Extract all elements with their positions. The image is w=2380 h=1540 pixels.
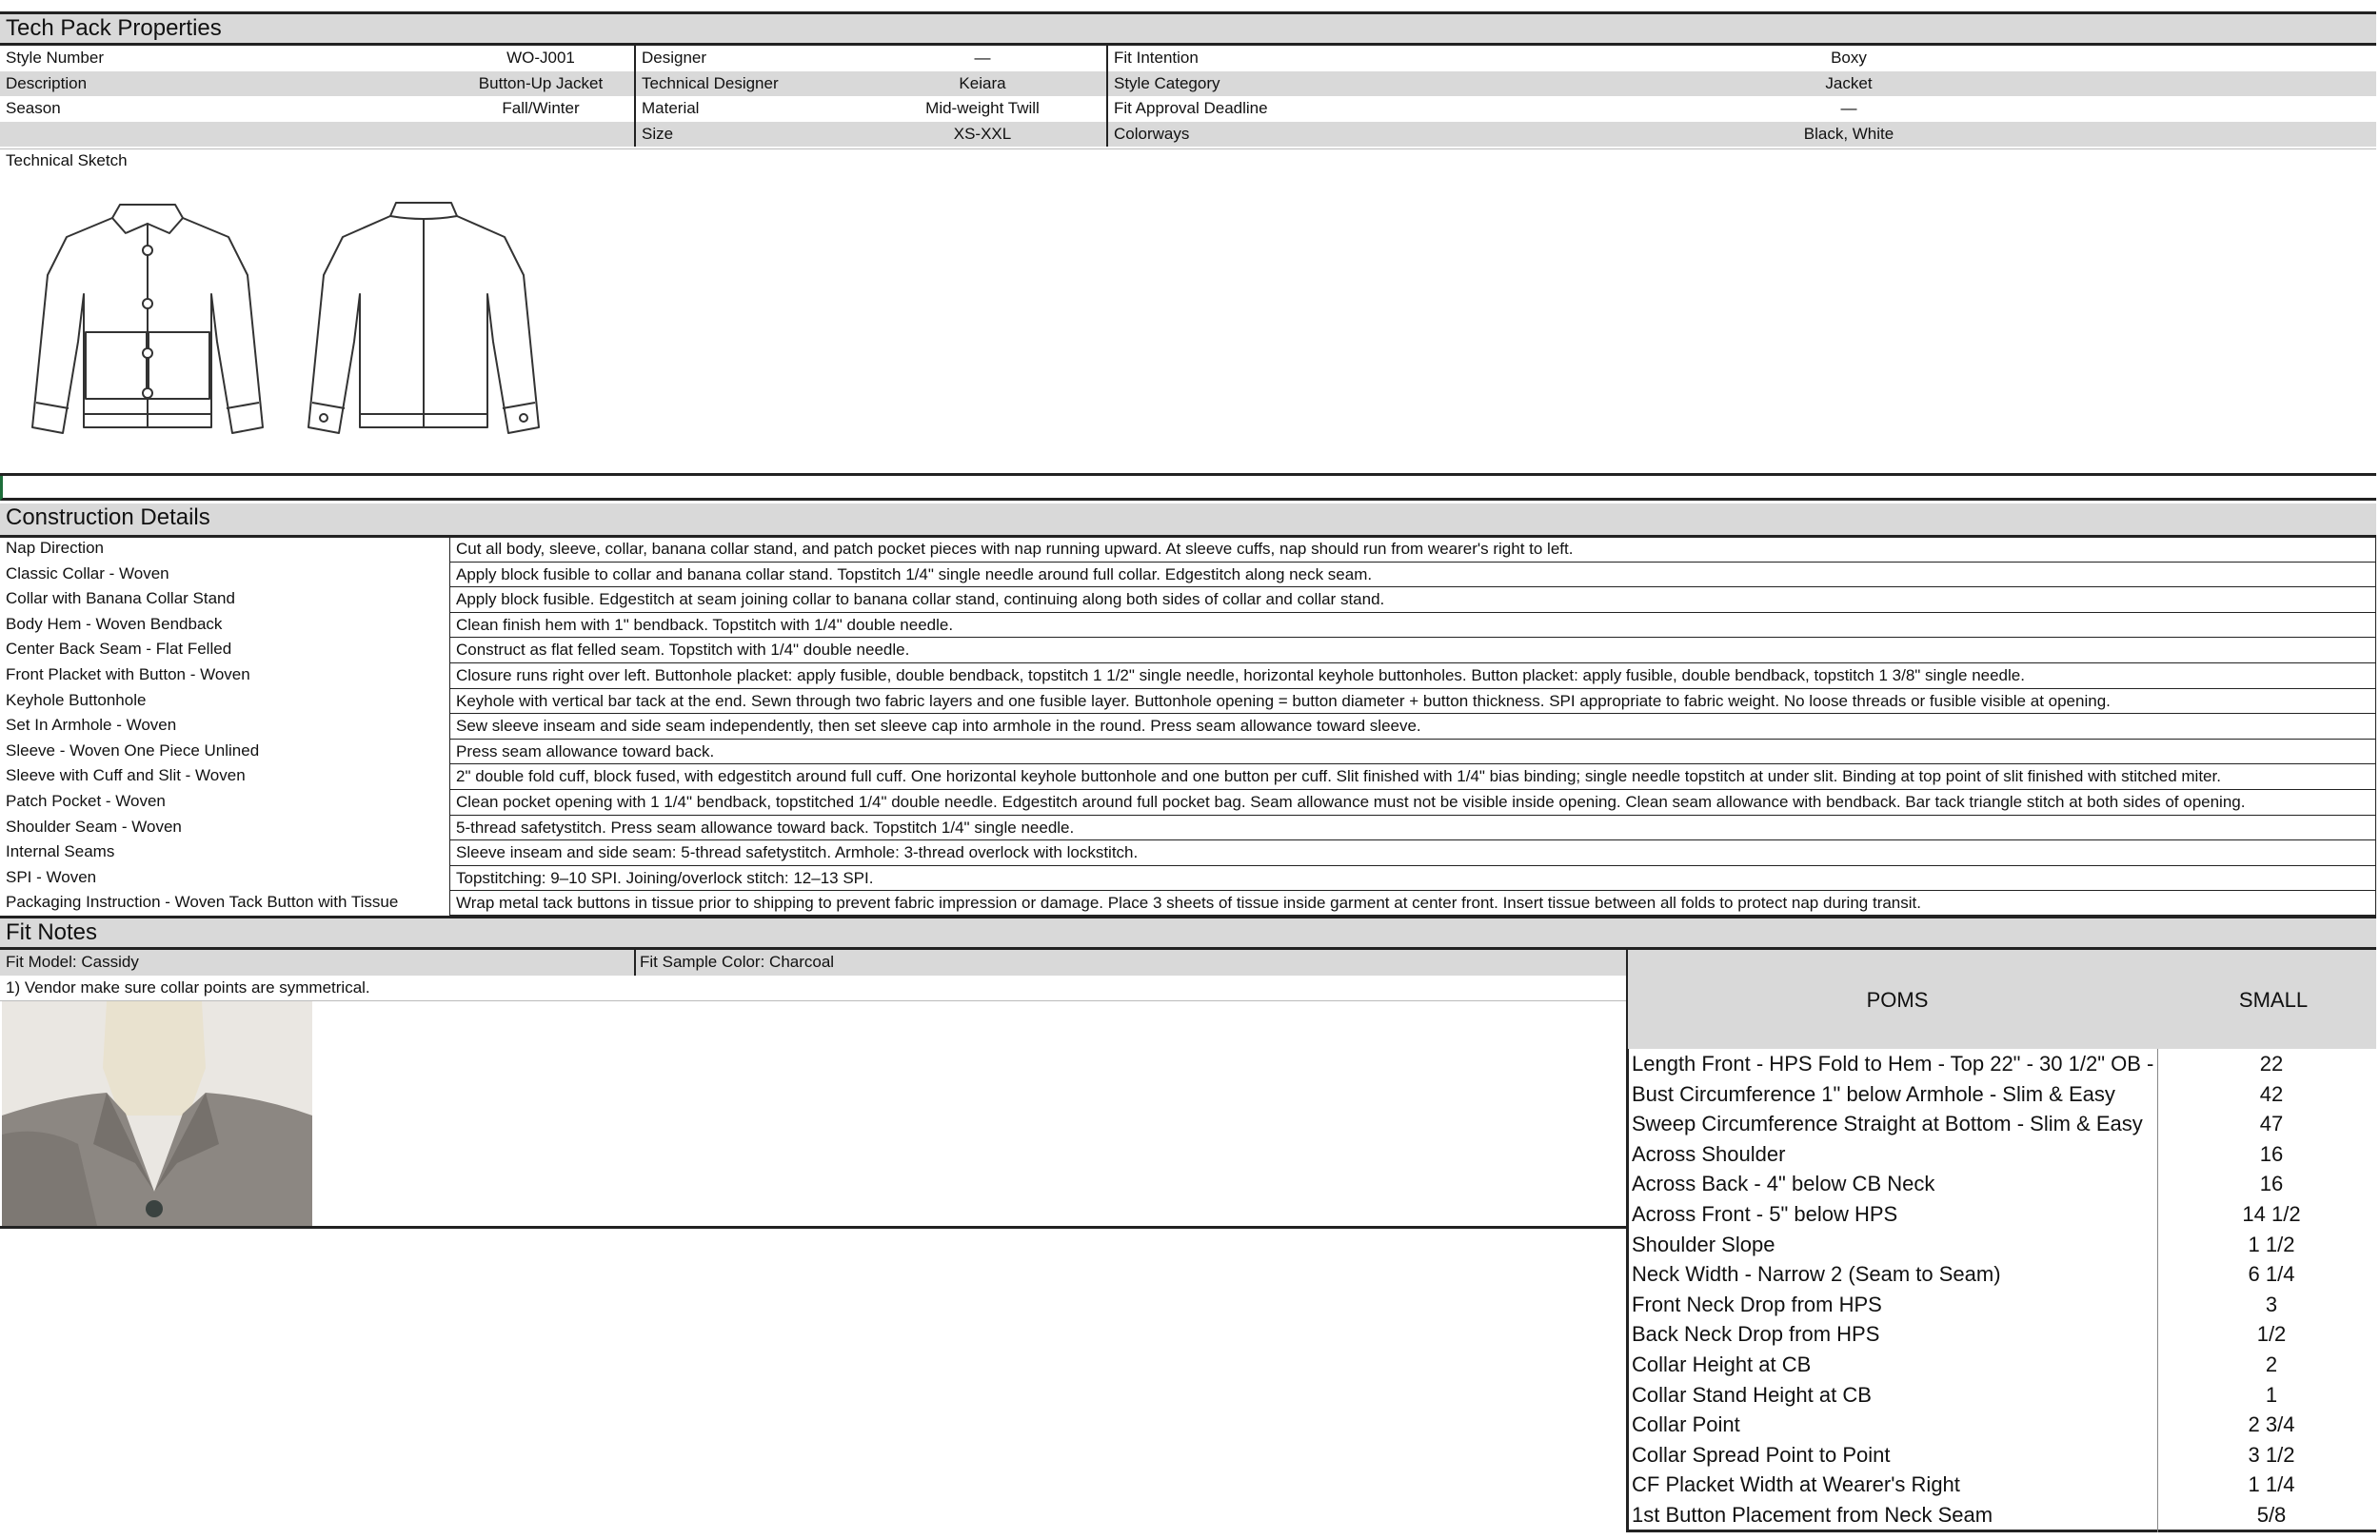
pom-value: 1/2 [2256,1322,2287,1347]
pom-value: 1 1/2 [2248,1232,2295,1256]
description-label: Description [6,73,88,92]
construction-header [0,503,2376,538]
pom-value: 14 1/2 [2242,1202,2301,1226]
pom-value: 47 [2259,1112,2284,1136]
size-value: XS-XXL [953,124,1012,143]
construction-label: Classic Collar - Woven [6,563,169,582]
pom-name: Shoulder Slope [1632,1232,1775,1256]
fit-notes-bottom-rule [0,1226,1626,1229]
pom-name: Length Front - HPS Fold to Hem - Top 22" - 30 1/2" OB - [1632,1052,2154,1076]
pom-name: CF Placket Width at Wearer's Right [1632,1472,1960,1497]
table-row [1626,1169,2374,1199]
construction-label: Set In Armhole - Woven [6,716,177,735]
pom-name: Bust Circumference 1" below Armhole - Slim & Easy [1632,1081,2115,1106]
construction-text: Press seam allowance toward back. [449,739,2376,764]
pom-name: Across Back - 4" below CB Neck [1632,1172,1935,1196]
construction-text: Apply block fusible. Edgestitch at seam joining collar to banana collar stand, continuing along both sides of collar and collar stand. [449,586,2376,612]
pom-value: 2 3/4 [2248,1412,2295,1437]
table-row [1626,1049,2374,1079]
divider [1106,46,1108,147]
tech-pack-title: Tech Pack Properties [6,15,222,41]
construction-text: Sew sleeve inseam and side seam independently, then set sleeve cap into armhole in the round. Press seam allowance toward sleeve. [449,713,2376,739]
table-row [0,763,2376,789]
table-row [1626,1079,2374,1110]
construction-text: Cut all body, sleeve, collar, banana collar stand, and patch pocket pieces with nap running upward. At sleeve cuffs, nap should run from wearer's right to left. [449,536,2376,562]
material-value: Mid-weight Twill [925,99,1040,118]
tech-pack-properties [0,46,2376,148]
table-row [1626,1109,2374,1139]
construction-table [0,536,2376,917]
construction-text: Clean pocket opening with 1 1/4" bendback, topstitched 1/4" double needle. Edgestitch around full pocket bag. Seam allowance must not be visible inside opening. Clean seam allowance with bendback. Bar tack triangle stitch at both sides of opening. [449,789,2376,815]
style-number-label: Style Number [6,49,104,67]
description-value: Button-Up Jacket [478,73,604,92]
table-row [1626,1290,2374,1320]
construction-label: Collar with Banana Collar Stand [6,589,235,608]
construction-text: 5-thread safetystitch. Press seam allowance toward back. Topstitch 1/4" single needle. [449,815,2376,840]
pom-value: 16 [2259,1141,2284,1166]
pom-value: 5/8 [2256,1503,2287,1527]
collar-fit-photo [2,1001,312,1226]
construction-label: Patch Pocket - Woven [6,792,166,810]
pom-name: Collar Height at CB [1632,1352,1812,1376]
style-category-value: Jacket [1825,73,1873,92]
construction-label: Body Hem - Woven Bendback [6,614,223,633]
green-divider [0,476,2376,501]
fit-notes-info-row [0,950,1626,976]
construction-label: Sleeve with Cuff and Slit - Woven [6,766,246,785]
table-row [1626,1199,2374,1230]
fit-approval-deadline-label: Fit Approval Deadline [1114,99,1268,118]
technical-designer-label: Technical Designer [642,73,779,92]
technical-sketch-label: Technical Sketch [6,151,128,169]
pom-value: 16 [2259,1172,2284,1196]
size-label: Size [642,124,674,143]
pom-name: Collar Stand Height at CB [1632,1382,1872,1407]
table-row [0,865,2376,891]
construction-label: Keyhole Buttonhole [6,690,147,709]
construction-label: Center Back Seam - Flat Felled [6,640,232,659]
poms-header-name: POMS [1866,988,1929,1012]
tech-pack-header [0,11,2376,46]
pom-value: 1 [2265,1382,2278,1407]
pom-name: Neck Width - Narrow 2 (Seam to Seam) [1632,1262,2001,1287]
material-label: Material [642,99,700,118]
pom-name: Sweep Circumference Straight at Bottom - Slim & Easy [1632,1112,2143,1136]
designer-value: — [974,49,991,67]
pom-name: Across Front - 5" below HPS [1632,1202,1898,1226]
construction-label: Shoulder Seam - Woven [6,817,182,836]
pom-value: 42 [2259,1081,2284,1106]
table-row [1626,1380,2374,1411]
table-row [1626,1350,2374,1380]
poms-header [1628,950,2376,1049]
style-category-label: Style Category [1114,73,1220,92]
table-row [1626,1139,2374,1170]
props-row-2 [0,71,2376,97]
table-row [0,612,2376,638]
colorways-value: Black, White [1803,124,1894,143]
pom-name: Collar Spread Point to Point [1632,1442,1891,1467]
construction-text: Topstitching: 9–10 SPI. Joining/overlock stitch: 12–13 SPI. [449,865,2376,891]
construction-text: 2" double fold cuff, block fused, with edgestitch around full cuff. One horizontal keyhole buttonhole and one button per cuff. Slit finished with 1/4" bias binding; single needle topstitch at under slit. Binding at top point of slit finished with stitched miter. [449,763,2376,789]
pom-value: 2 [2265,1352,2278,1376]
table-row [0,739,2376,764]
table-row [0,637,2376,662]
construction-text: Construct as flat felled seam. Topstitch with 1/4" double needle. [449,637,2376,662]
technical-designer-value: Keiara [959,73,1006,92]
props-row-4 [0,122,2376,148]
table-row [1626,1470,2374,1500]
construction-label: Front Placket with Button - Woven [6,665,250,683]
construction-label: Packaging Instruction - Woven Tack Button with Tissue [6,893,399,912]
divider [634,46,636,147]
construction-text: Apply block fusible to collar and banana collar stand. Topstitch 1/4" single needle around full collar. Edgestitch along neck seam. [449,562,2376,587]
pom-name: 1st Button Placement from Neck Seam [1632,1503,1993,1527]
fit-notes-title: Fit Notes [6,919,98,945]
fit-approval-deadline-value: — [1840,99,1857,118]
table-row [0,562,2376,587]
table-row [0,890,2376,916]
construction-label: Sleeve - Woven One Piece Unlined [6,740,260,760]
fit-intention-label: Fit Intention [1114,49,1199,67]
table-row [0,839,2376,865]
fit-model: Fit Model: Cassidy [6,953,139,971]
pom-name: Back Neck Drop from HPS [1632,1322,1880,1347]
divider [634,950,636,976]
props-row-1 [0,46,2376,71]
technical-sketch-area [0,148,2376,476]
construction-text: Closure runs right over left. Buttonhole placket: apply fusible, double bendback, topstitch 1 1/2" single needle, horizontal keyhole buttonholes. Button placket: apply fusible, double bendback, topstitch 1 3/8" single needle. [449,662,2376,688]
pom-value: 3 1/2 [2248,1442,2295,1467]
poms-header-size: SMALL [2238,988,2309,1012]
season-label: Season [6,99,61,118]
table-row [1626,1230,2374,1260]
fit-intention-value: Boxy [1831,49,1867,67]
table-row [1626,1319,2374,1350]
pom-value: 6 1/4 [2248,1262,2295,1287]
table-row [1626,1440,2374,1471]
table-row [0,789,2376,815]
table-row [0,536,2376,562]
season-value: Fall/Winter [502,99,580,118]
construction-text: Keyhole with vertical bar tack at the end. Sewn through two fabric layers and one fusible layer. Buttonhole opening = button diameter + button thickness. SPI appropriate to fabric weight. No loose threads or fusible visible at opening. [449,688,2376,714]
table-row [0,713,2376,739]
table-row [0,815,2376,840]
construction-text: Clean finish hem with 1" bendback. Topstitch with 1/4" double needle. [449,612,2376,638]
fit-sample-color: Fit Sample Color: Charcoal [640,953,835,971]
construction-label: SPI - Woven [6,867,97,886]
fit-notes-header [0,916,2376,950]
table-row [0,662,2376,688]
pom-value: 3 [2265,1292,2278,1316]
construction-label: Nap Direction [6,539,104,557]
jacket-back-sketch [305,199,543,450]
construction-text: Sleeve inseam and side seam: 5-thread safetystitch. Armhole: 3-thread overlock with lockstitch. [449,839,2376,865]
construction-label: Internal Seams [6,842,115,861]
props-row-3 [0,96,2376,122]
table-row [0,688,2376,714]
table-row [1626,1410,2374,1440]
pom-name: Collar Point [1632,1412,1740,1437]
style-number-value: WO-J001 [506,49,575,67]
designer-label: Designer [642,49,707,67]
colorways-label: Colorways [1114,124,1190,143]
table-row [1626,1259,2374,1290]
table-row [0,586,2376,612]
construction-text: Wrap metal tack buttons in tissue prior to shipping to prevent fabric impression or damage. Place 3 sheets of tissue inside garment at center front. Insert tissue between all folds to protect nap during transit. [449,890,2376,916]
pom-name: Front Neck Drop from HPS [1632,1292,1882,1316]
pom-value: 1 1/4 [2248,1472,2295,1497]
pom-name: Across Shoulder [1632,1141,1786,1166]
construction-title: Construction Details [6,504,210,530]
table-row [1626,1500,2374,1530]
jacket-front-sketch [29,199,267,450]
pom-value: 22 [2259,1052,2284,1076]
fit-note-1: 1) Vendor make sure collar points are symmetrical. [6,978,370,997]
